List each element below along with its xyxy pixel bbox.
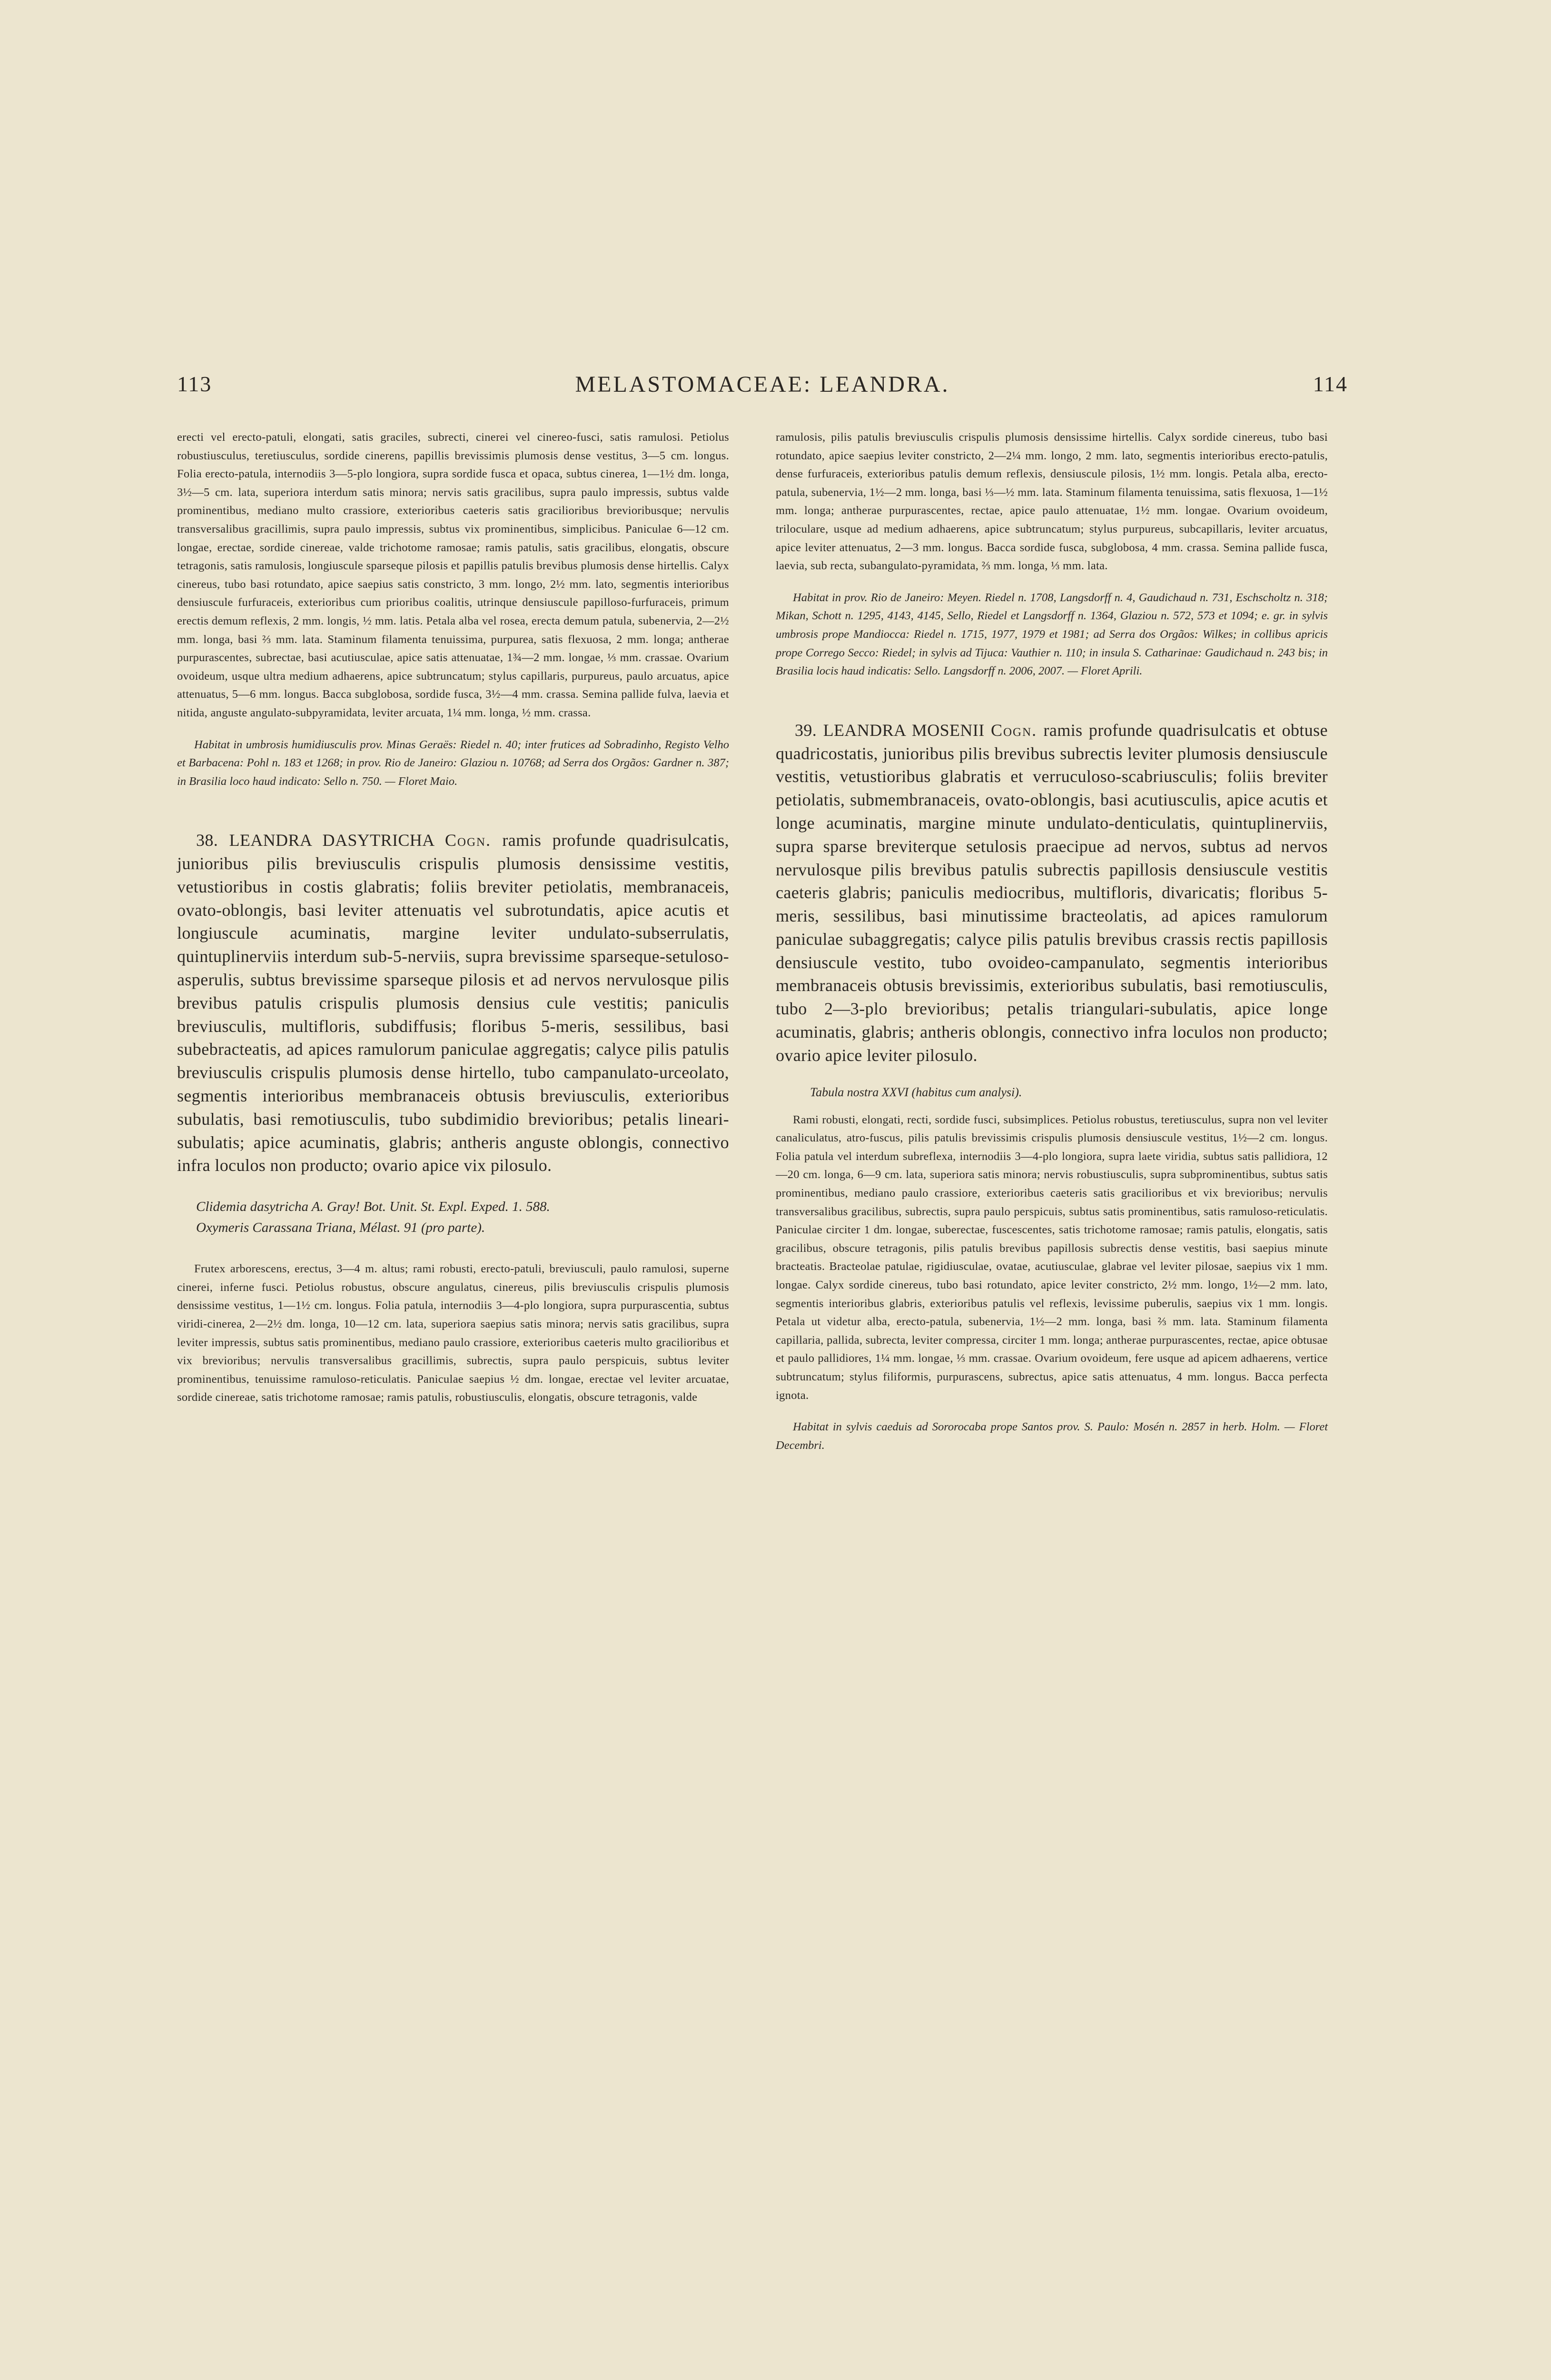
diagnosis-text: ramis profunde quadrisulcatis, junioribus pilis breviusculis crispulis plumosis densissime vestitis, vetustioribus in costis glabratis; foliis breviter petiolatis, membranaceis, ovato-oblongis, basi leviter attenuatis vel subrotundatis, apice acutis et longiuscule acuminatis, margine leviter undulato-subserrulatis, quintuplinerviis interdum sub-5-nerviis, supra brevissime sparseque-setuloso-asperulis, subtus brevissime sparseque pilosis et ad nervos nervulosque pilis brevibus patulis crispulis plumosis densius cule vestitis; paniculis breviusculis, multifloris, subdiffusis; floribus 5-meris, sessilibus, basi subebracteatis, ad apices ramulorum paniculae aggregatis; calyce pilis patulis breviusculis crispulis plumosis dense hirtello, tubo campanulato-urceolato, segmentis interioribus membranaceis obtusis breviusculis, exterioribus subulatis, basi remotiusculis, tubo subdimidio brevioribus; petalis lineari-subulatis; apice acuminatis, glabris; antheris anguste oblongis, connectivo infra loculos non producto; ovario apice vix pilosulo. (177, 831, 729, 1175)
right-column (776, 428, 1328, 1455)
species-number: 38. (196, 831, 218, 850)
left-column (177, 428, 729, 1407)
synonym-citation: Oxymeris Carassana Triana, Mélast. 91 (pro parte). (196, 1220, 485, 1236)
right-page-number: 114 (1313, 372, 1348, 396)
species-name: LEANDRA MOSENII (823, 720, 985, 740)
species-name: LEANDRA DASYTRICHA (229, 831, 434, 850)
description-continued: ramulosis, pilis patulis breviusculis crispulis plumosis densissime hirtellis. Calyx sordide cinereus, tubo basi rotundato, apice saepius leviter constricto, 2—2¼ mm. longo, 2 mm. lato, segmentis interioribus erecto-patulis, dense furfuraceis, exterioribus patulis demum reflexis, densiuscule pilosis, 1½ mm. longis. Petala alba, erecto-patula, subenervia, 1½—2 mm. longa, basi ⅓—½ mm. lata. Staminum filamenta tenuissima, satis flexuosa, 1—1½ mm. longa; antherae purpurascentes, rectae, apice paulo attenuatae, 1½ mm. longae. Ovarium ovoideum, triloculare, usque ad medium adhaerens, apice subtruncatum; stylus purpureus, subcapillaris, leviter arcuatus, apice leviter attenuatus, 2—3 mm. longus. Bacca sordide fusca, subglobosa, 4 mm. crassa. Semina pallide fusca, laevia, sub recta, subangulato-pyramidata, ⅔ mm. longa, ⅓ mm. lata. (776, 431, 1328, 573)
species-number: 39. (795, 720, 817, 740)
habitat-paragraph: Habitat in umbrosis humidiusculis prov. Minas Geraës: Riedel n. 40; inter frutices ad Sobradinho, Registo Velho et Barbacena: Pohl n. 183 et 1268; in prov. Rio de Janeiro: Glaziou n. 10768; ad Serra dos Orgãos: Gardner n. 387; in Brasilia loco haud indicato: Sello n. 750. — Floret Maio. (177, 738, 729, 788)
habitat-paragraph: Habitat in sylvis caeduis ad Sororocaba prope Santos prov. S. Paulo: Mosén n. 2857 in herb. Holm. — Floret Decembri. (776, 1420, 1328, 1452)
species-38-description: Frutex arborescens, erectus, 3—4 m. altus; rami robusti, erecto-patuli, breviusculi, paulo ramulosi, superne cinerei, inferne fusci. Petiolus robustus, obscure angulatus, cinereus, pilis breviusculis crispulis plumosis densissime vestitus, 1—1½ cm. longus. Folia patula, internodiis 3—4-plo longiora, supra purpurascentia, subtus viridi-cinerea, 2—2½ dm. longa, 10—12 cm. lata, superiora saepius satis minora; nervis satis gracilibus, supra leviter impressis, subtus satis prominentibus, mediano paulo crassiore, exterioribus caeteris multo gracilioribus et vix brevioribus; nervulis transversalibus gracillimis, subrectis, supra paulo perspicuis, subtus leviter prominentibus, tenuissime ramuloso-reticulatis. Paniculae saepius ½ dm. longae, erectae vel leviter arcuatae, sordide cinereae, satis trichotome ramosae; ramis patulis, robustiusculis, elongatis, obscure tetragonis, valde (177, 1262, 729, 1404)
species-39-diagnosis (776, 719, 1328, 1067)
species-39-description: Rami robusti, elongati, recti, sordide fusci, subsimplices. Petiolus robustus, teretiusculus, supra non vel leviter canaliculatus, atro-fuscus, pilis patulis brevissimis crispulis plumosis densiuscule vestitus, 1½—2 cm. longus. Folia patula vel interdum subreflexa, internodiis 3—4-plo longiora, supra laete viridia, subtus satis pallidiora, 12—20 cm. longa, 6—9 cm. lata, superiora satis minora; nervis robustiusculis, supra subprominentibus, subtus satis prominentibus, mediano paulo crassiore, exterioribus caeteris satis gracilioribus et vix brevioribus; nervulis transversalibus gracilibus, subrectis, supra paulo perspicuis, subtus satis prominentibus, satis ramuloso-reticulatis. Paniculae circiter 1 dm. longae, suberectae, fuscescentes, satis trichotome ramosae; ramis patulis, elongatis, satis gracilibus, obscure tetragonis, pilis patulis brevibus papillosis subrectis dense vestitis, basi saepius minute bracteatis. Bracteolae patulae, rigidiusculae, ovatae, acutiusculae, glabrae vel leviter pilosae, saepius vix 1 mm. longae. Calyx sordide cinereus, tubo basi rotundato, apice leviter constricto, 2½ mm. longo, 1½—2 mm. lato, segmentis interioribus glabris, exterioribus patulis vel reflexis, levissime puberulis, saepius vix 1 mm. longis. Petala ut videtur alba, erecto-patula, subenervia, 1½—2 mm. longa, basi ⅔ mm. lata. Staminum filamenta capillaria, pallida, subrecta, leviter compressa, circiter 1 mm. longa; antherae purpurascentes, rectae, apice obtusae et paulo pallidiores, 1¼ mm. longae, ⅓ mm. crassae. Ovarium ovoideum, fere usque ad apicem adhaerens, vertice subtruncatum; stylus filiformis, purpurascens, subrectus, apice satis attenuatus, 4 mm. longus. Bacca perfecta ignota. (776, 1113, 1328, 1402)
synonymy (177, 1196, 729, 1238)
synonym-citation: Clidemia dasytricha A. Gray! Bot. Unit. St. Expl. Exped. 1. 588. (196, 1199, 550, 1215)
habitat-paragraph: Habitat in prov. Rio de Janeiro: Meyen. Riedel n. 1708, Langsdorff n. 4, Gaudichaud n. 731, Eschscholtz n. 318; Mikan, Schott n. 1295, 4143, 4145, Sello, Riedel et Langsdorff n. 1364, Glaziou n. 572, 573 et 1094; e. gr. in sylvis umbrosis prope Mandiocca: Riedel n. 1715, 1977, 1979 et 1981; ad Serra dos Orgãos: Wilkes; in collibus apricis prope Corrego Secco: Riedel; in sylvis ad Tijuca: Vauthier n. 110; in insula S. Catharinae: Gaudichaud n. 243 bis; in Brasilia locis haud indicatis: Sello. Langsdorff n. 2006, 2007. — Floret Aprili. (776, 591, 1328, 678)
running-title: MELASTOMACEAE: LEANDRA. (575, 372, 950, 397)
species-38-diagnosis (177, 829, 729, 1177)
description-continued: erecti vel erecto-patuli, elongati, satis graciles, subrecti, cinerei vel cinereo-fusci, satis ramulosi. Petiolus robustiusculus, teretiusculus, sordide cinerens, papillis brevissimis plumosis dense vestitus, 3—5 cm. longus. Folia erecto-patula, internodiis 3—5-plo longiora, supra sordide fusca et opaca, subtus cinerea, 1—1½ dm. longa, 3½—5 cm. lata, superiora interdum satis minora; nervis satis gracilibus, supra paulo impressis, subtus valde prominentibus, mediano multo crassiore, exterioribus caeteris satis gracilioribus brevioribusque; nervulis transversalibus gracillimis, supra paulo impressis, subtus vix prominentibus, simplicibus. Paniculae 6—12 cm. longae, erectae, sordide cinereae, valde trichotome ramosae; ramis patulis, satis gracilibus, elongatis, obscure tetragonis, satis ramulosis, longiuscule sparseque pilosis et papillis patulis brevibus plumosis dense hirtellis. Calyx cinereus, tubo basi rotundato, apice saepius satis constricto, 3 mm. longo, 2½ mm. lato, segmentis interioribus densiuscule furfuraceis, exterioribus cum prioribus coalitis, utrinque densiuscule papilloso-furfuraceis, primum erectis demum reflexis, 2 mm. longis, ½ mm. latis. Petala alba vel rosea, erecta demum patula, subenervia, 2—2½ mm. longa, basi ⅔ mm. lata. Staminum filamenta tenuissima, purpurea, satis flexuosa, 2 mm. longa; antherae purpurascentes, subrectae, basi acutiusculae, apice satis attenuatae, 1¾—2 mm. longae, ⅓ mm. crassae. Ovarium ovoideum, usque ultra medium adhaerens, apice subtruncatum; stylus capillaris, purpureus, paulo arcuatus, apice attenuatus, 5—6 mm. longus. Bacca subglobosa, sordide fusca, 3½—4 mm. crassa. Semina pallide fulva, laevia et nitida, anguste angulato-subpyramidata, leviter arcuata, 1¼ mm. longa, ½ mm. crassa. (177, 431, 729, 719)
species-author: Cogn. (990, 720, 1037, 740)
species-author: Cogn. (445, 831, 492, 850)
diagnosis-text: ramis profunde quadrisulcatis et obtuse quadricostatis, junioribus pilis brevibus subrectis leviter plumosis densiuscule vestitis, vetustioribus glabratis et verruculoso-scabriusculis; foliis breviter petiolatis, submembranaceis, ovato-oblongis, basi acutiusculis, apice acutis et longe acuminatis, margine minute undulato-denticulatis, quintuplinerviis, supra sparse breviterque setulosis praecipue ad nervos, subtus ad nervos nervulosque pilis brevibus patulis subrectis papillosis densiuscule vestitis caeteris glabris; paniculis mediocribus, multifloris, divaricatis; floribus 5-meris, sessilibus, basi minutissime bracteolatis, ad apices ramulorum paniculae subaggregatis; calyce pilis patulis brevibus crassis rectis papillosis densiuscule vestito, tubo ovoideo-campanulato, segmentis interioribus membranaceis obtusis brevissimis, exterioribus subulatis, basi remotiusculis, tubo 2—3-plo brevioribus; petalis triangulari-subulatis, apice longe acuminatis, glabris; antheris oblongis, connectivo infra loculos non producto; ovario apice leviter pilosulo. (776, 720, 1328, 1065)
left-page-number: 113 (177, 372, 212, 396)
running-header (177, 371, 1348, 400)
plate-reference: Tabula nostra XXVI (habitus cum analysi). (810, 1085, 1022, 1099)
